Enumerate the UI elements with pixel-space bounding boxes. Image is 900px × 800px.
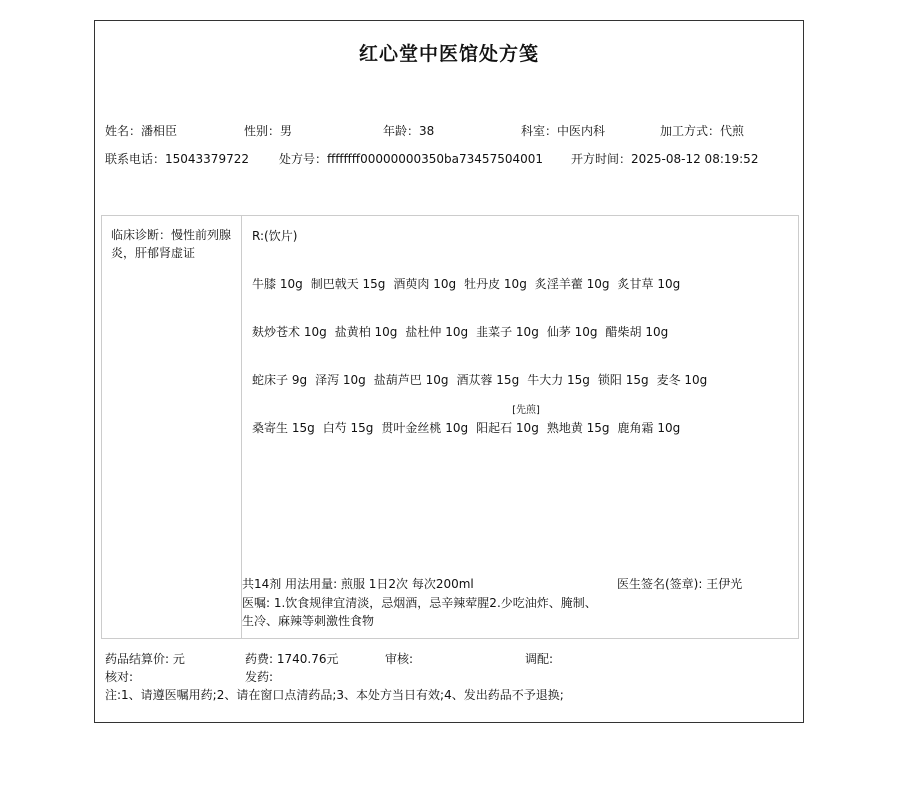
herb-item: 白芍 15g (322, 421, 374, 435)
herb-prep-note: [先煎] (512, 405, 540, 416)
herb-row (252, 372, 715, 388)
herb-item: 炙淫羊藿 10g (534, 277, 610, 291)
herb-item: 酒苁蓉 15g (456, 373, 520, 387)
herb-row (252, 405, 688, 436)
herb-item: 泽泻 10g (315, 373, 366, 387)
prescription-time: 开方时间：2025-08-12 08:19:52 (571, 152, 759, 166)
herb-item: 盐黄柏 10g (334, 325, 398, 339)
column-divider (241, 216, 242, 638)
herb-item: 牛膝 10g (252, 277, 303, 291)
herb-item: 锁阳 15g (597, 373, 649, 387)
patient-name: 姓名：潘相臣 (105, 124, 178, 138)
herb-item: 桑寄生 15g (252, 421, 315, 435)
herb-item: 贯叶金丝桃 10g (381, 421, 469, 435)
document-title: 红心堂中医馆处方笺 (358, 43, 539, 65)
medical-advice: 医嘱: 1.饮食规律宜清淡，忌烟酒，忌辛辣荤腥2.少吃油炸、腌制、生冷、麻辣等刺激性食物 (242, 596, 597, 628)
herb-item: 蛇床子 9g (252, 373, 308, 387)
herb-row (252, 324, 676, 340)
patient-age: 年龄：38 (383, 124, 435, 138)
herb-item: 牡丹皮 10g (464, 277, 527, 291)
department: 科室：中医内科 (521, 124, 606, 138)
herb-item: 酒萸肉 10g (393, 277, 457, 291)
rx-header: R:(饮片) (252, 229, 298, 243)
usage-dosage: 共14剂 用法用量: 煎服 1日2次 每次200ml (242, 577, 474, 591)
review-field: 审核: (385, 652, 414, 666)
herb-item: 盐葫芦巴 10g (373, 373, 449, 387)
issue-field: 发药: (245, 670, 274, 684)
herb-item: 麦冬 10g (656, 373, 708, 387)
herb-item-label: 阳起石 10g (476, 421, 539, 435)
herb-item: 制巴戟天 15g (310, 277, 386, 291)
herb-row (252, 276, 688, 292)
herb-item: 鹿角霜 10g (617, 421, 681, 435)
herb-item: 麸炒苍术 10g (252, 325, 327, 339)
processing-method: 加工方式：代煎 (660, 124, 745, 138)
herb-item: 韭菜子 10g (476, 325, 539, 339)
prescription-body (101, 215, 799, 639)
doctor-signature: 医生签名(签章): 王伊光 (617, 577, 743, 591)
contact-phone: 联系电话：15043379722 (105, 152, 249, 166)
herb-item (476, 405, 540, 436)
clinical-diagnosis: 临床诊断：慢性前列腺炎，肝郁肾虚证 (111, 228, 232, 260)
prescription-sheet (94, 20, 804, 723)
drug-fee: 药费: 1740.76元 (245, 652, 339, 666)
check-field: 核对: (105, 670, 134, 684)
herb-item: 仙茅 10g (546, 325, 598, 339)
herb-item: 熟地黄 15g (546, 421, 610, 435)
footer-notes: 注:1、请遵医嘱用药;2、请在窗口点清药品;3、本处方当日有效;4、发出药品不予退换; (105, 688, 564, 702)
prescription-number: 处方号：ffffffff00000000350ba73457504001 (279, 152, 544, 166)
drug-settlement-price: 药品结算价: 元 (105, 652, 185, 666)
dispense-field: 调配: (525, 652, 554, 666)
herb-item: 炙甘草 10g (617, 277, 681, 291)
herb-item: 牛大力 15g (527, 373, 590, 387)
herb-item: 盐杜仲 10g (405, 325, 469, 339)
patient-sex: 性别：男 (244, 124, 293, 138)
herb-item: 醋柴胡 10g (605, 325, 669, 339)
